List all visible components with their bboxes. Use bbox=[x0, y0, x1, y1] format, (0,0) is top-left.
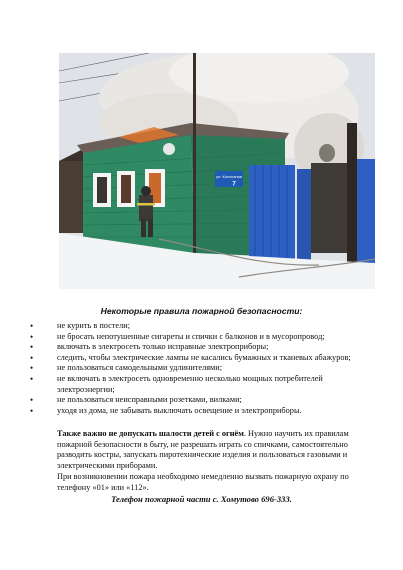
sign-number: 7 bbox=[232, 181, 236, 188]
house-fire-photo bbox=[59, 53, 375, 289]
list-item: • не курить в постели; bbox=[30, 321, 375, 332]
rules-heading: Некоторые правила пожарной безопасности: bbox=[100, 306, 303, 316]
list-item: • не бросать непотушенные сигареты и спички с балконов и в мусоропровод; bbox=[30, 332, 375, 343]
rules-list bbox=[30, 321, 375, 416]
sign-street: ул. Колхозная bbox=[216, 174, 242, 179]
neighbor-shed bbox=[59, 161, 87, 233]
list-item: • не пользоваться самодельными удлинителями; bbox=[30, 363, 375, 374]
house-windows bbox=[93, 169, 165, 207]
utility-pole bbox=[193, 53, 196, 253]
children-safety-text: . Нужно научить их правилам пожарной безопасности в быту, не разрешать играть со спичками, самостоятельно разводить костры, запускать пиротехнические изделия и пользоваться газовыми и электрическими приборами. bbox=[57, 429, 349, 470]
list-item: • включать в электросеть только исправные электроприборы; bbox=[30, 342, 375, 353]
satellite-dish bbox=[163, 143, 175, 155]
children-safety-paragraph bbox=[57, 429, 375, 471]
gate-post bbox=[347, 123, 357, 273]
list-item: • уходя из дома, не забывать выключать освещение и электроприборы. bbox=[30, 406, 375, 417]
children-safety-lead: Также важно не допускать шалости детей с огнём bbox=[57, 429, 244, 438]
address-sign bbox=[215, 171, 243, 188]
emergency-call-paragraph: При возникновении пожара необходимо немедленно вызвать пожарную охрану по телефону «01» или «112». bbox=[57, 472, 349, 492]
list-item: • следить, чтобы электрические лампы не касались бумажных и тканевых абажуров; bbox=[30, 353, 375, 364]
list-item: • не включать в электросеть одновременно несколько мощных потребителей электроэнергии; bbox=[30, 374, 375, 395]
list-item: • не пользоваться неисправными розетками, вилками; bbox=[30, 395, 375, 406]
fire-station-phone: Телефон пожарной части с. Хомутово 696-333. bbox=[111, 494, 292, 504]
